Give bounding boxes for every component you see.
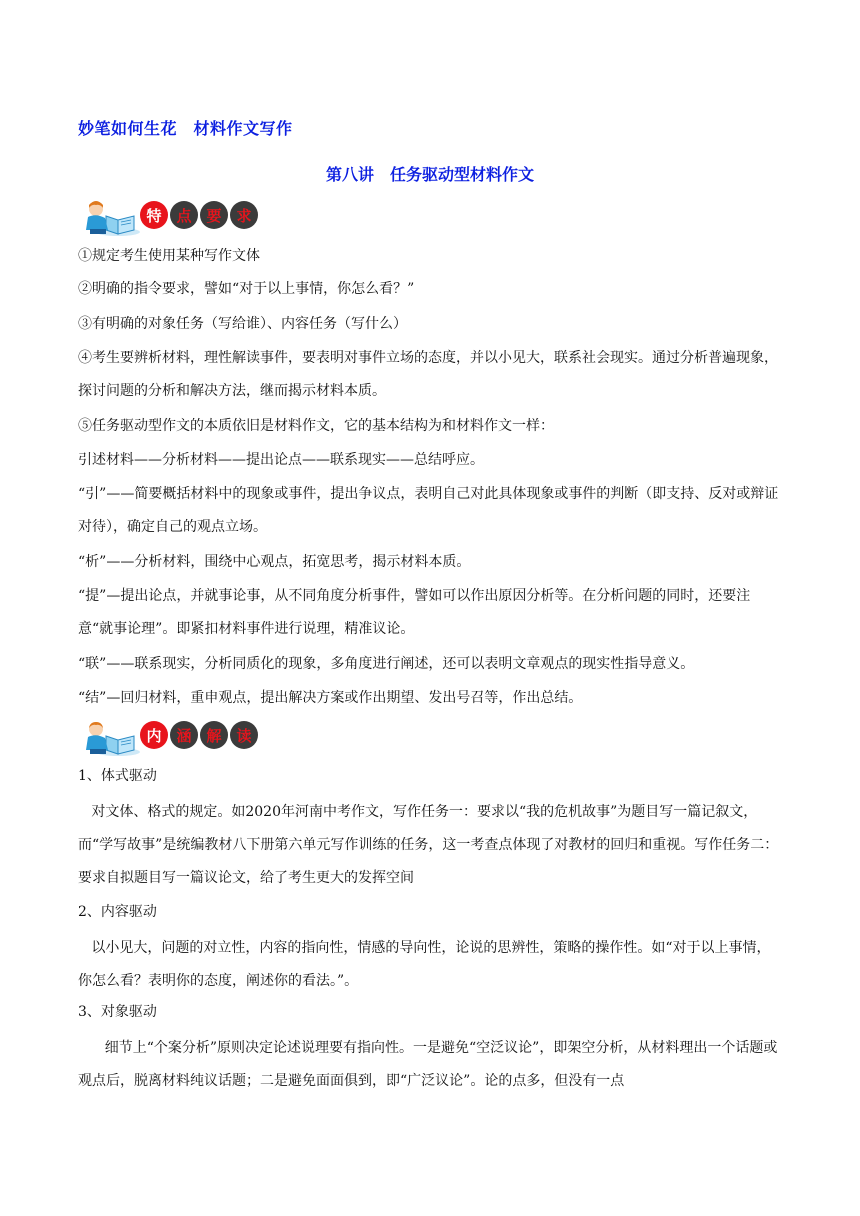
badge-char: 点 [170,201,198,229]
paragraph: 以小见大，问题的对立性，内容的指向性，情感的导向性，论说的思辨性，策略的操作性。如“对于以上事情，你怎么看？表明你的态度，阐述你的看法。”。 [78,940,771,989]
list-item: ①规定考生使用某种写作文体 [78,248,260,264]
badge-char: 读 [230,721,258,749]
badge-char: 要 [200,201,228,229]
student-reading-icon [78,718,142,758]
lecture-title: 第八讲 任务驱动型材料作文 [325,165,534,184]
section-header-features [78,198,278,238]
feature-badges [140,201,260,229]
list-item: “析”——分析材料，围绕中心观点，拓宽思考，揭示材料本质。 [78,554,471,570]
list-item: ⑤任务驱动型作文的本质依旧是材料作文，它的基本结构为和材料作文一样： [78,418,554,434]
interpretation-badges [140,721,260,749]
section-header-interpretation [78,718,278,758]
list-item: “引”——简要概括材料中的现象或事件，提出争议点，表明自己对此具体现象或事件的判断（即支持、反对或辩证对待），确定自己的观点立场。 [78,486,779,535]
list-item: ③有明确的对象任务（写给谁）、内容任务（写什么） [78,316,407,332]
badge-char: 解 [200,721,228,749]
badge-char: 求 [230,201,258,229]
list-item: “联”——联系现实，分析同质化的现象，多角度进行阐述，还可以表明文章观点的现实性指导意义。 [78,656,695,672]
subheading: 1、体式驱动 [78,768,157,784]
badge-char: 内 [140,721,168,749]
subheading: 3、对象驱动 [78,1004,157,1020]
series-title: 妙笔如何生花 材料作文写作 [78,119,293,138]
list-item: ④考生要辨析材料，理性解读事件，要表明对事件立场的态度，并以小见大，联系社会现实。通过分析普遍现象，探讨问题的分析和解决方法，继而揭示材料本质。 [78,350,778,399]
list-item: ②明确的指令要求，譬如“对于以上事情，你怎么看？” [78,281,415,297]
list-item: 引述材料——分析材料——提出论点——联系现实——总结呼应。 [78,452,484,468]
badge-char: 特 [140,201,168,229]
list-item: “提”—提出论点，并就事论事，从不同角度分析事件，譬如可以作出原因分析等。在分析问题的同时，还要注意“就事论理”。即紧扣材料事件进行说理，精准议论。 [78,588,751,637]
subheading: 2、内容驱动 [78,904,157,920]
paragraph: 对文体、格式的规定。如2020年河南中考作文，写作任务一：要求以“我的危机故事”为题目写一篇记叙文，而“学写故事”是统编教材八下册第六单元写作训练的任务，这一考查点体现了对教材的回归和重视。写作任务二：要求自拟题目写一篇议论文，给了考生更大的发挥空间 [78,804,779,886]
paragraph: 细节上“个案分析”原则决定论述说理要有指向性。一是避免“空泛议论”，即架空分析，从材料理出一个话题或观点后，脱离材料纯议话题；二是避免面面俱到，即“广泛议论”。论的点多，但没有一点 [78,1040,778,1089]
list-item: “结”—回归材料，重申观点，提出解决方案或作出期望、发出号召等，作出总结。 [78,690,583,706]
badge-char: 涵 [170,721,198,749]
student-reading-icon [78,198,142,238]
